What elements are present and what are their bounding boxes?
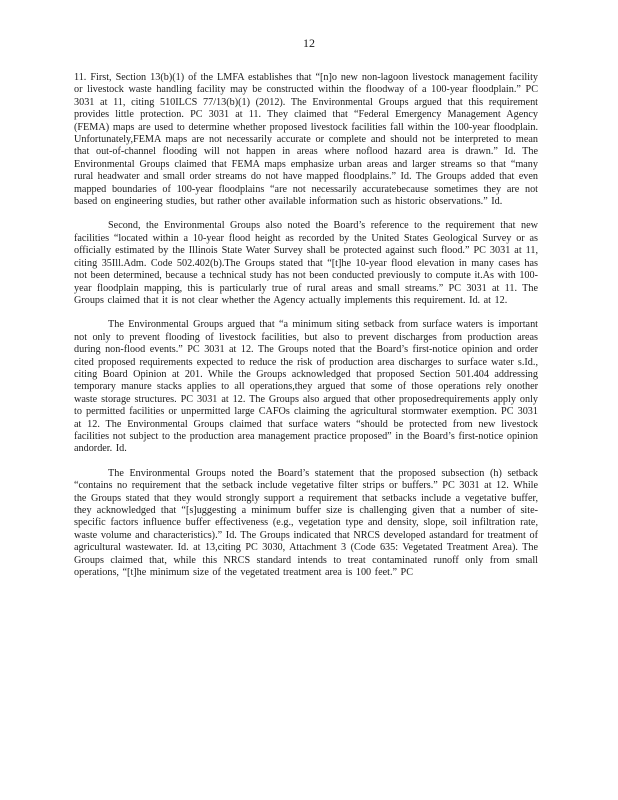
document-body <box>74 72 538 591</box>
paragraph-second: Second, the Environmental Groups also noted the Board’s reference to the requirement that new facilities “located within a 10-year flood height as recorded by the United States Geological Survey or as officially estimated by the Illinois State Water Survey shall be protected against such flood.” PC 3031 at 11, citing 35Ill.Adm. Code 502.402(b).The Groups stated that “[t]he 10-year flood elevation in many cases has not been determined, because a technical study has not been conducted previously to compute it.As with 100-year floodplain mapping, this is particularly true of rural areas and small streams.” PC 3031 at 11. The Groups claimed that it is not clear whether the Agency actually implements this requirement. Id. at 12. <box>74 220 538 306</box>
page-number: 12 <box>303 36 315 50</box>
paragraph-11: 11. First, Section 13(b)(1) of the LMFA establishes that “[n]o new non-lagoon livestock management facility or livestock waste handling facility may be constructed within the floodway of a 100-year floodplain.” PC 3031 at 11, citing 510ILCS 77/13(b)(1) (2012). The Environmental Groups argued that this requirement provides little protection. PC 3031 at 11. They claimed that “Federal Emergency Management Agency (FEMA) maps are used to determine whether proposed livestock facilities fall within the 100-year floodplain. Unfortunately,FEMA maps are not necessarily accurate or complete and should not be interpreted to mean that out-of-channel flooding will not happen in areas where noflood hazard area is drawn.” Id. The Environmental Groups claimed that FEMA maps emphasize urban areas and larger streams so that “many rural headwater and small order streams do not have mapped floodplains.” Id. The Groups added that even mapped boundaries of 100-year floodplains “are not necessarily accuratebecause sometimes they are not based on engineering studies, but rather other available information such as historic observations.” Id. <box>74 72 538 208</box>
paragraph-setback-surface-waters: The Environmental Groups argued that “a minimum siting setback from surface waters is important not only to prevent flooding of livestock facilities, but also to prevent discharges from production areas during non-flood events.” PC 3031 at 12. The Groups noted that the Board’s first-notice opinion and order cited proposed requirements expected to reduce the risk of production area discharges to surface water s.Id., citing Board Opinion at 201. While the Groups acknowledged that proposed Section 501.404 addressing temporary manure stacks applies to all operations,they argued that some of those operations rely onother waste storage structures. PC 3031 at 12. The Groups also argued that other proposedrequirements apply only to permitted facilities or unpermitted large CAFOs claiming the agricultural stormwater exemption. PC 3031 at 12. The Environmental Groups claimed that surface waters “should be protected from new livestock facilities not subject to the production area management practice proposed” in the Board’s first-notice opinion andorder. Id. <box>74 319 538 455</box>
paragraph-vegetative-buffer: The Environmental Groups noted the Board’s statement that the proposed subsection (h) setback “contains no requirement that the setback include vegetative filter strips or buffers.” PC 3031 at 12. While the Groups stated that they would strongly support a requirement that setbacks include a vegetative buffer, they acknowledged that “[s]uggesting a minimum buffer size is challenging given that a number of site-specific factors influence buffer effectiveness (e.g., vegetation type and density, slope, soil infiltration rate, waste volume and characteristics).” Id. The Groups indicated that NRCS developed astandard for treatment of agricultural wastewater. Id. at 13,citing PC 3030, Attachment 3 (Code 635: Vegetated Treatment Area). The Groups claimed that, while this NRCS standard intends to treat contaminated runoff only from small operations, “[t]he minimum size of the vegetated treatment area is 100 feet.” PC <box>74 467 538 579</box>
